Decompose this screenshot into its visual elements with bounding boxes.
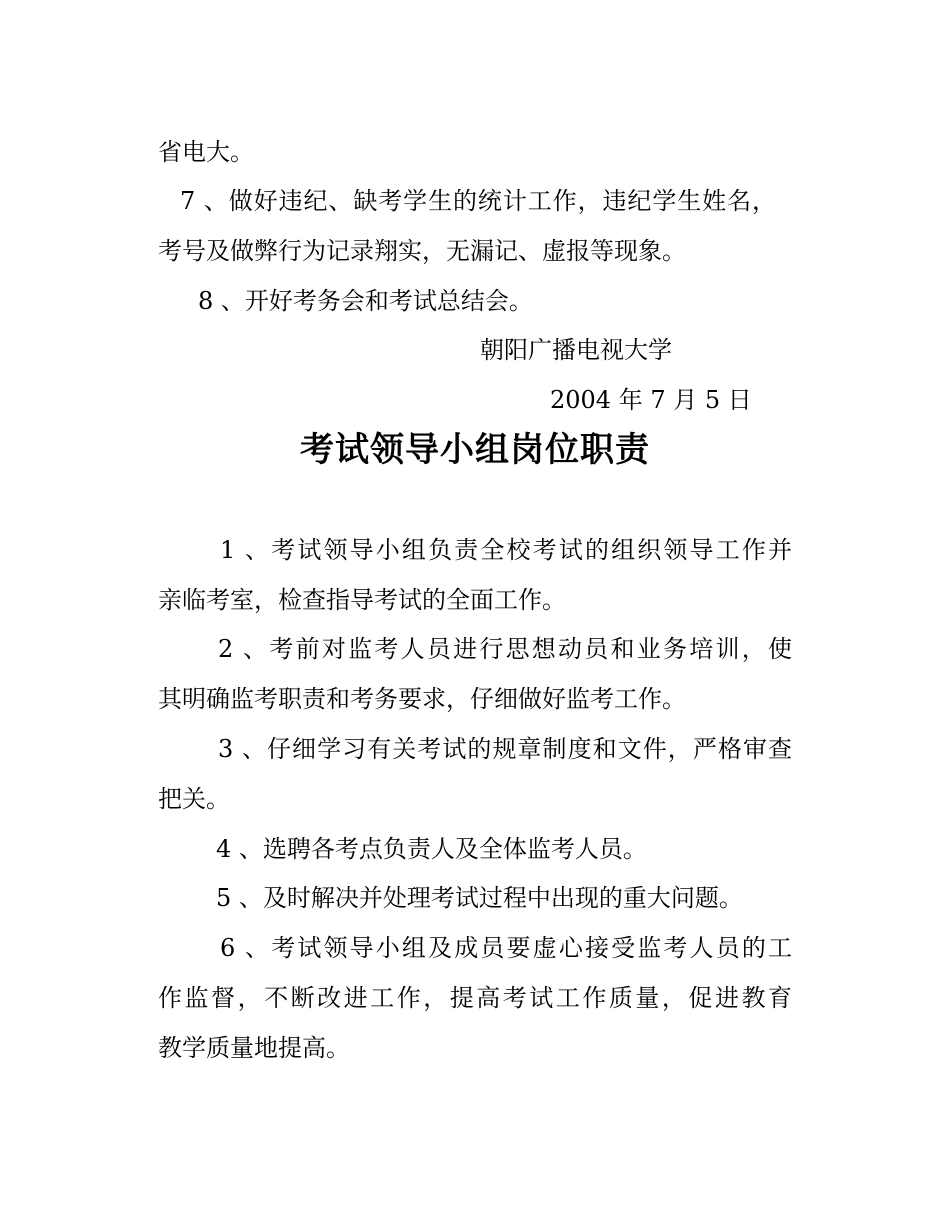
- intro-item-8: 8 、开好考务会和考试总结会。: [198, 287, 533, 315]
- duty-3-line-2: 把关。: [158, 785, 230, 813]
- duty-6-line-3: 教学质量地提高。: [158, 1034, 350, 1062]
- signature-organization: 朝阳广播电视大学: [480, 336, 672, 364]
- duty-6-line-2: 作监督，不断改进工作，提高考试工作质量，促进教育: [158, 984, 792, 1012]
- intro-line-1: 省电大。: [158, 138, 254, 166]
- duty-5: 5 、及时解决并处理考试过程中出现的重大问题。: [216, 884, 743, 912]
- duty-1-line-2: 亲临考室，检查指导考试的全面工作。: [158, 586, 566, 614]
- duty-6-line-1: 6 、考试领导小组及成员要虚心接受监考人员的工: [220, 934, 792, 962]
- duty-4: 4 、选聘各考点负责人及全体监考人员。: [216, 835, 647, 863]
- duty-1-line-1: 1 、考试领导小组负责全校考试的组织领导工作并: [220, 536, 792, 564]
- intro-item-7-line-1: 7 、做好违纪、缺考学生的统计工作，违纪学生姓名，: [180, 187, 776, 215]
- signature-date: 2004 年 7 月 5 日: [550, 386, 752, 414]
- section-title: 考试领导小组岗位职责: [300, 430, 650, 470]
- duty-2-line-1: 2 、考前对监考人员进行思想动员和业务培训，使: [218, 635, 792, 663]
- intro-item-7-line-2: 考号及做弊行为记录翔实，无漏记、虚报等现象。: [158, 237, 686, 265]
- duty-2-line-2: 其明确监考职责和考务要求，仔细做好监考工作。: [158, 685, 686, 713]
- duty-3-line-1: 3 、仔细学习有关考试的规章制度和文件，严格审查: [218, 735, 792, 763]
